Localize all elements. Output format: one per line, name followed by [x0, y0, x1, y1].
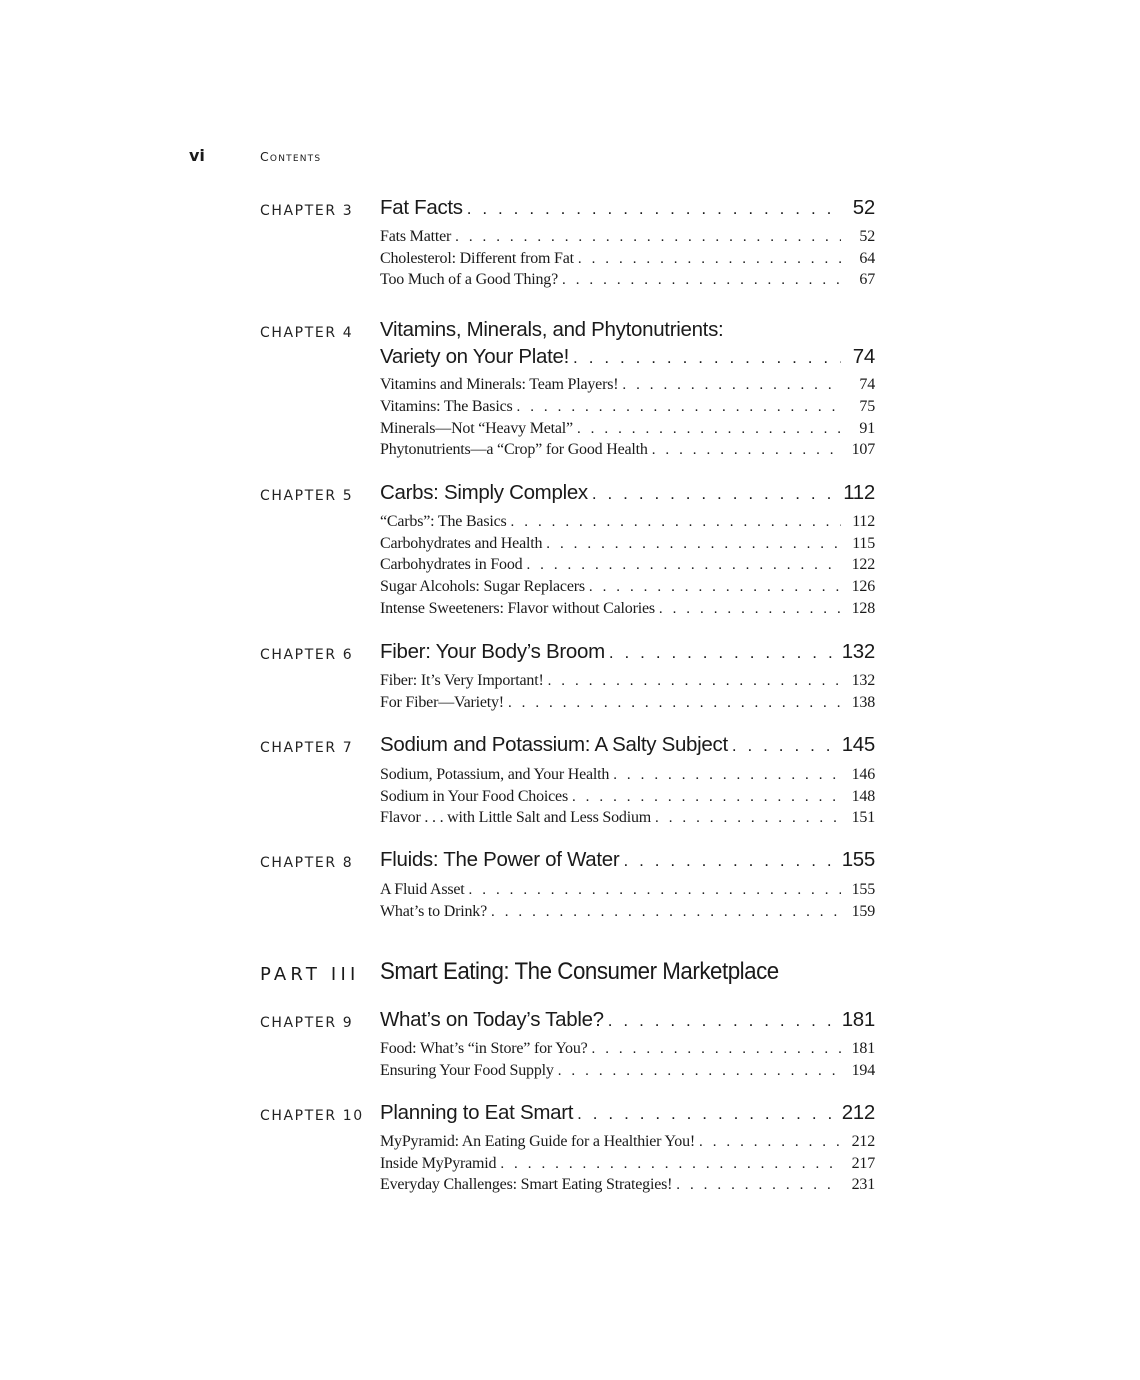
chapter-title: Fluids: The Power of Water [380, 848, 620, 871]
chapter-label: CHAPTER 6 [260, 647, 354, 663]
section-entry[interactable] [380, 672, 875, 693]
section-title: Fiber: It’s Very Important! [380, 672, 544, 689]
chapter-page: 181 [841, 1008, 875, 1031]
chapter-title: Planning to Eat Smart [380, 1101, 574, 1124]
section-page: 159 [851, 903, 875, 920]
section-page: 122 [851, 556, 875, 573]
leader-dots [659, 601, 841, 618]
section-page: 75 [859, 398, 875, 415]
section-title: Minerals—Not “Heavy Metal” [380, 420, 573, 437]
section-title: Inside MyPyramid [380, 1155, 497, 1172]
leader-dots [652, 442, 841, 459]
leader-dots [548, 673, 841, 690]
chapter-label: CHAPTER 8 [260, 855, 354, 871]
section-title: Sodium in Your Food Choices [380, 788, 568, 805]
section-entry[interactable] [380, 1040, 875, 1061]
section-entry[interactable] [380, 1062, 875, 1083]
chapter-page: 145 [841, 733, 875, 756]
section-title: Flavor . . . with Little Salt and Less Sodium [380, 809, 651, 826]
section-title: “Carbs”: The Basics [380, 513, 507, 530]
leader-dots [517, 399, 841, 416]
section-title: What’s to Drink? [380, 903, 487, 920]
chapter-label: CHAPTER 9 [260, 1015, 354, 1031]
section-page: 64 [859, 250, 875, 267]
page-number: vi [189, 146, 205, 165]
leader-dots [655, 810, 841, 827]
leader-dots [508, 695, 841, 712]
chapter-title-entry[interactable] [380, 345, 875, 371]
section-entry[interactable] [380, 600, 875, 621]
section-title: For Fiber—Variety! [380, 694, 504, 711]
chapter-title: Sodium and Potassium: A Salty Subject [380, 733, 728, 756]
section-entry[interactable] [380, 250, 875, 271]
chapter-label: CHAPTER 3 [260, 203, 354, 219]
section-page: 194 [851, 1062, 875, 1079]
leader-dots [573, 348, 841, 368]
chapter-title-entry[interactable] [380, 733, 875, 759]
section-entry[interactable] [380, 578, 875, 599]
section-page: 148 [851, 788, 875, 805]
section-title: A Fluid Asset [380, 881, 465, 898]
chapter-title: What’s on Today’s Table? [380, 1008, 604, 1031]
chapter-label: CHAPTER 10 [260, 1108, 364, 1124]
section-title: Carbohydrates and Health [380, 535, 543, 552]
section-title: Food: What’s “in Store” for You? [380, 1040, 588, 1057]
section-entry[interactable] [380, 535, 875, 556]
section-page: 151 [851, 809, 875, 826]
chapter-page: 74 [852, 345, 875, 368]
chapter-page: 52 [852, 196, 875, 219]
chapter-label: CHAPTER 5 [260, 488, 354, 504]
part-title[interactable]: Smart Eating: The Consumer Marketplace [380, 958, 779, 985]
section-title: Vitamins and Minerals: Team Players! [380, 376, 619, 393]
chapter-page: 155 [841, 848, 875, 871]
section-page: 107 [851, 441, 875, 458]
section-title: Fats Matter [380, 228, 452, 245]
section-entry[interactable] [380, 398, 875, 419]
section-entry[interactable] [380, 809, 875, 830]
section-page: 181 [851, 1040, 875, 1057]
section-entry[interactable] [380, 271, 875, 292]
section-title: Ensuring Your Food Supply [380, 1062, 554, 1079]
leader-dots [592, 484, 839, 504]
leader-dots [622, 377, 841, 394]
section-title: Cholesterol: Different from Fat [380, 250, 574, 267]
section-page: 146 [851, 766, 875, 783]
chapter-title: Fiber: Your Body’s Broom [380, 640, 605, 663]
section-entry[interactable] [380, 228, 875, 249]
section-page: 112 [852, 513, 875, 530]
section-page: 212 [851, 1133, 875, 1150]
chapter-title-entry[interactable] [380, 1101, 875, 1127]
leader-dots [526, 557, 841, 574]
leader-dots [500, 1156, 841, 1173]
leader-dots [572, 789, 841, 806]
leader-dots [676, 1177, 841, 1194]
section-page: 74 [859, 376, 875, 393]
leader-dots [491, 904, 841, 921]
section-entry[interactable] [380, 513, 875, 534]
chapter-title: Carbs: Simply Complex [380, 481, 588, 504]
chapter-title-entry[interactable] [380, 481, 875, 507]
section-title: Sodium, Potassium, and Your Health [380, 766, 610, 783]
leader-dots [623, 851, 837, 871]
chapter-title: Variety on Your Plate! [380, 345, 570, 368]
leader-dots [469, 882, 841, 899]
leader-dots [467, 199, 841, 219]
section-entry[interactable] [380, 694, 875, 715]
section-page: 132 [851, 672, 875, 689]
section-entry[interactable] [380, 420, 875, 441]
section-page: 217 [851, 1155, 875, 1172]
section-entry[interactable] [380, 903, 875, 924]
section-entry[interactable] [380, 376, 875, 397]
leader-dots [558, 1063, 841, 1080]
part-heading [0, 958, 1140, 994]
chapter-page: 132 [841, 640, 875, 663]
chapter-title-entry[interactable] [380, 1008, 875, 1034]
section-entry[interactable] [380, 1155, 875, 1176]
section-page: 138 [851, 694, 875, 711]
leader-dots [577, 1104, 838, 1124]
section-title: MyPyramid: An Eating Guide for a Healthier You! [380, 1133, 695, 1150]
chapter-label: CHAPTER 4 [260, 325, 354, 341]
leader-dots [511, 514, 841, 531]
chapter-label: CHAPTER 7 [260, 740, 354, 756]
leader-dots [546, 536, 841, 553]
leader-dots [608, 1011, 838, 1031]
section-entry[interactable] [380, 1176, 875, 1197]
section-entry[interactable] [380, 766, 875, 787]
section-title: Carbohydrates in Food [380, 556, 523, 573]
section-page: 155 [851, 881, 875, 898]
leader-dots [455, 229, 841, 246]
section-title: Intense Sweeteners: Flavor without Calories [380, 600, 655, 617]
chapter-title-entry[interactable] [380, 848, 875, 874]
leader-dots [578, 251, 841, 268]
chapter-title-entry[interactable] [380, 640, 875, 666]
running-title: Contents [260, 149, 322, 164]
chapter-title: Fat Facts [380, 196, 463, 219]
section-page: 128 [851, 600, 875, 617]
section-entry[interactable] [380, 1133, 875, 1154]
section-entry[interactable] [380, 441, 875, 462]
section-page: 52 [859, 228, 875, 245]
section-title: Vitamins: The Basics [380, 398, 513, 415]
chapter-title-entry[interactable] [380, 196, 875, 222]
chapter-page: 212 [841, 1101, 875, 1124]
section-title: Sugar Alcohols: Sugar Replacers [380, 578, 585, 595]
section-title: Phytonutrients—a “Crop” for Good Health [380, 441, 648, 458]
section-page: 115 [852, 535, 875, 552]
leader-dots [589, 579, 841, 596]
section-title: Too Much of a Good Thing? [380, 271, 559, 288]
section-entry[interactable] [380, 788, 875, 809]
chapter-title-line1[interactable]: Vitamins, Minerals, and Phytonutrients: [380, 318, 724, 341]
leader-dots [577, 421, 841, 438]
running-head [0, 146, 1140, 170]
leader-dots [609, 643, 838, 663]
leader-dots [592, 1041, 841, 1058]
section-entry[interactable] [380, 556, 875, 577]
section-page: 67 [859, 271, 875, 288]
section-page: 91 [859, 420, 875, 437]
leader-dots [613, 767, 841, 784]
leader-dots [732, 736, 838, 756]
leader-dots [699, 1134, 841, 1151]
chapter-page: 112 [843, 481, 875, 504]
leader-dots [562, 272, 841, 289]
section-title: Everyday Challenges: Smart Eating Strategies! [380, 1176, 673, 1193]
section-entry[interactable] [380, 881, 875, 902]
part-label: PART III [260, 964, 360, 985]
section-page: 126 [851, 578, 875, 595]
section-page: 231 [851, 1176, 875, 1193]
